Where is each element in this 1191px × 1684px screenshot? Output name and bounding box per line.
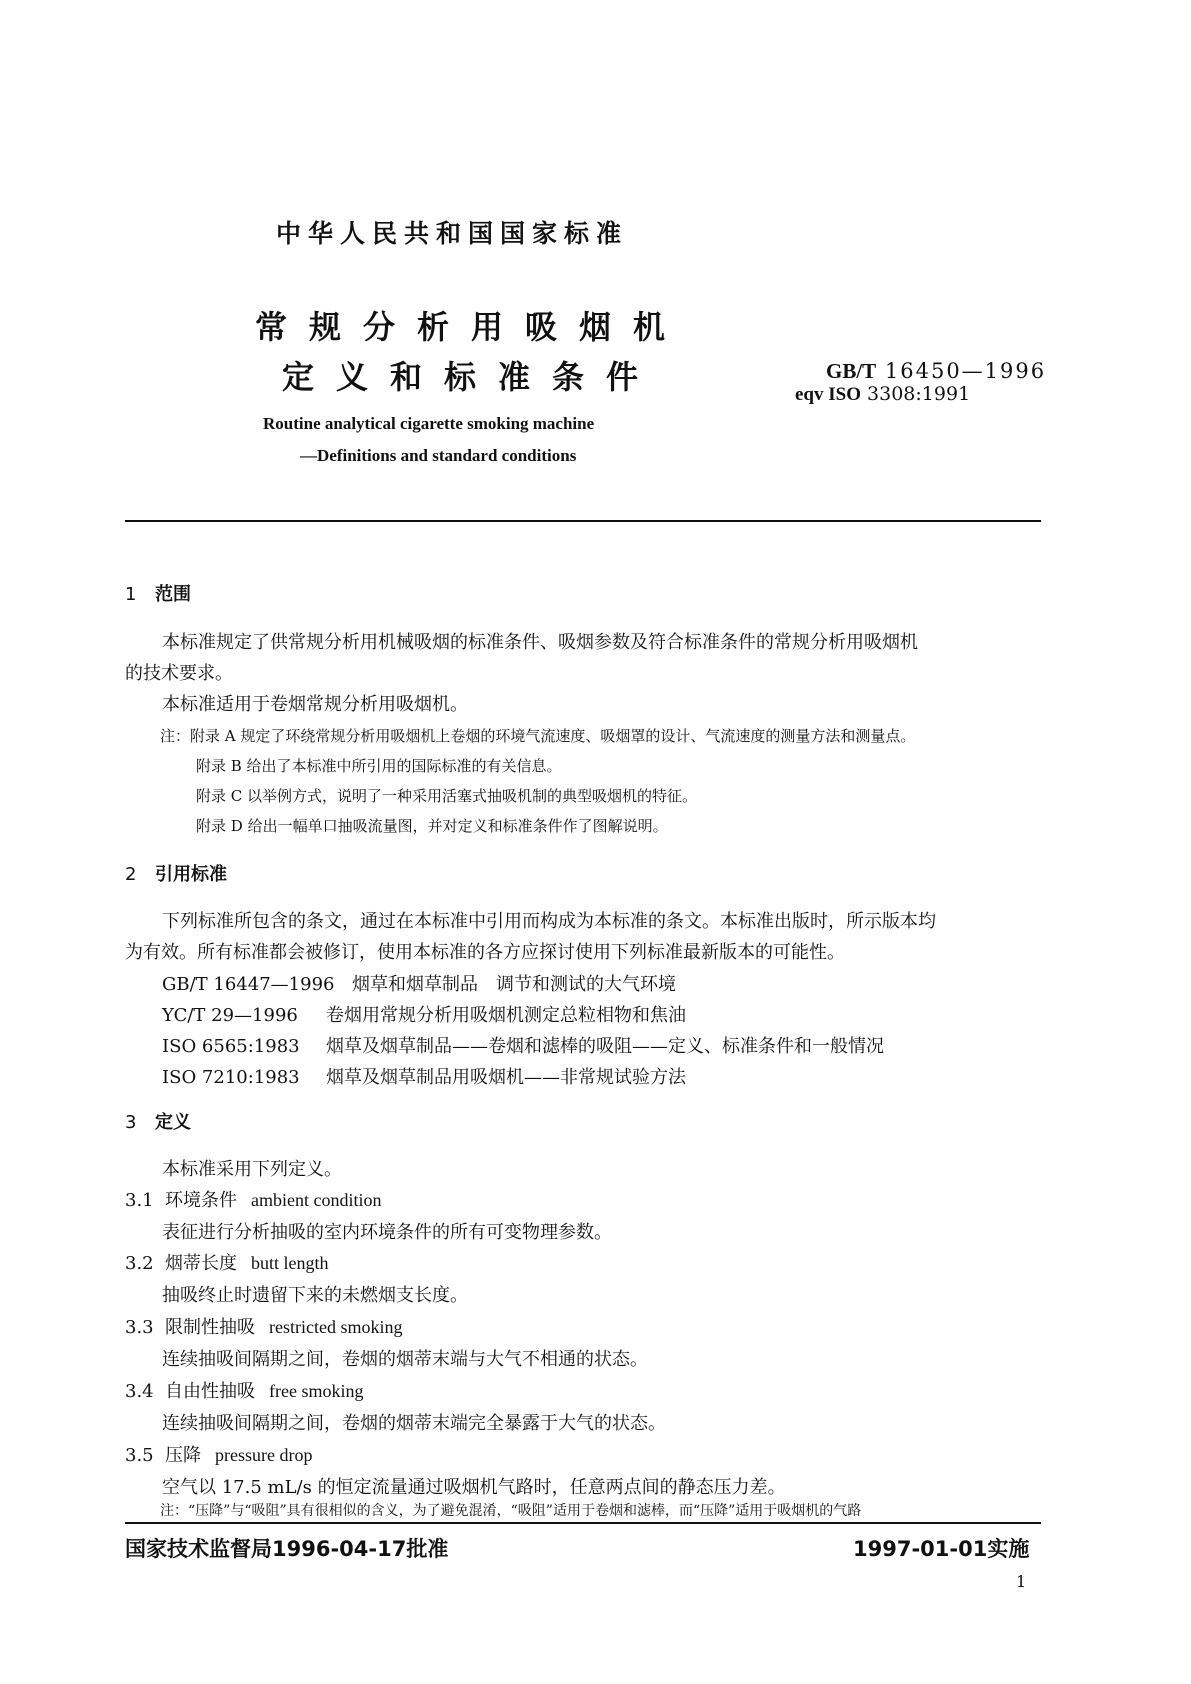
definition-term: 自由性抽吸 <box>165 1381 255 1402</box>
definition-term: 压降 <box>165 1445 201 1466</box>
reference-item <box>162 1032 884 1058</box>
reference-code: ISO 7210:1983 <box>162 1067 300 1088</box>
definition-term: 限制性抽吸 <box>165 1317 255 1338</box>
definition-term-english: pressure drop <box>215 1445 313 1465</box>
approval-date: 国家技术监督局1996-04-17批准 <box>125 1537 449 1561</box>
definition-heading <box>125 1249 329 1275</box>
standard-prefix: GB/T <box>826 359 877 383</box>
reference-item <box>162 1063 686 1089</box>
definition-text: 空气以 17.5 mL/s 的恒定流量通过吸烟机气路时，任意两点间的静态压力差。 <box>162 1477 786 1498</box>
reference-title: 烟草及烟草制品——卷烟和滤棒的吸阻——定义、标准条件和一般情况 <box>326 1036 884 1057</box>
reference-item <box>162 970 676 996</box>
definition-text: 连续抽吸间隔期之间，卷烟的烟蒂末端与大气不相通的状态。 <box>162 1349 648 1370</box>
section-number: 1 <box>125 584 137 605</box>
effective-date: 1997-01-01实施 <box>853 1537 1030 1561</box>
section-heading-references <box>125 860 227 886</box>
section-heading-scope <box>125 580 191 606</box>
definition-number: 3.1 <box>125 1190 154 1211</box>
page-number: 1 <box>1016 1572 1027 1591</box>
standard-title-line2: 定义和标准条件 <box>282 358 661 396</box>
paragraph: 的技术要求。 <box>125 663 233 684</box>
definition-term: 环境条件 <box>165 1190 237 1211</box>
definition-number: 3.4 <box>125 1381 154 1402</box>
definition-term-english: ambient condition <box>251 1190 382 1210</box>
note: 附录 B 给出了本标准中所引用的国际标准的有关信息。 <box>196 757 562 775</box>
equivalent-standard <box>795 383 970 406</box>
section-number: 3 <box>125 1112 137 1133</box>
definition-text: 表征进行分析抽吸的室内环境条件的所有可变物理参数。 <box>162 1222 612 1243</box>
definition-heading <box>125 1313 402 1339</box>
definition-term-english: butt length <box>251 1253 329 1273</box>
definition-term-english: free smoking <box>269 1381 364 1401</box>
paragraph: 本标准规定了供常规分析用机械吸烟的标准条件、吸烟参数及符合标准条件的常规分析用吸烟机 <box>162 632 918 653</box>
note: 注：“压降”与“吸阻”具有很相似的含义，为了避免混淆，“吸阻”适用于卷烟和滤棒，而“压降”适用于吸烟机的气路 <box>160 1503 862 1519</box>
header-divider <box>125 520 1041 522</box>
section-heading-definitions <box>125 1108 191 1134</box>
section-title: 定义 <box>155 1112 191 1133</box>
note: 注：附录 A 规定了环绕常规分析用吸烟机上卷烟的环境气流速度、吸烟罩的设计、气流速度的测量方法和测量点。 <box>160 727 916 745</box>
reference-code: YC/T 29—1996 <box>162 1005 298 1026</box>
definition-number: 3.3 <box>125 1317 154 1338</box>
section-title: 范围 <box>155 584 191 605</box>
english-title-line2: —Definitions and standard conditions <box>300 446 577 465</box>
paragraph: 本标准适用于卷烟常规分析用吸烟机。 <box>162 694 468 715</box>
definition-heading <box>125 1377 363 1403</box>
paragraph: 本标准采用下列定义。 <box>162 1159 342 1180</box>
english-title-line1: Routine analytical cigarette smoking machine <box>263 414 595 433</box>
definition-text: 抽吸终止时遗留下来的未燃烟支长度。 <box>162 1285 468 1306</box>
definition-term-english: restricted smoking <box>269 1317 403 1337</box>
paragraph: 为有效。所有标准都会被修订，使用本标准的各方应探讨使用下列标准最新版本的可能性。 <box>125 942 845 963</box>
reference-code: GB/T 16447—1996 <box>162 974 335 995</box>
standard-code: 16450—1996 <box>884 359 1047 383</box>
standard-title-line1: 常规分析用吸烟机 <box>255 308 688 346</box>
eqv-code: 3308:1991 <box>867 383 971 405</box>
definition-term: 烟蒂长度 <box>165 1253 237 1274</box>
footer-divider <box>125 1522 1041 1524</box>
issuing-authority: 中华人民共和国国家标准 <box>276 219 629 248</box>
reference-item <box>162 1001 686 1027</box>
reference-title: 烟草和烟草制品 调节和测试的大气环境 <box>352 974 676 995</box>
eqv-prefix: eqv ISO <box>795 384 861 405</box>
reference-title: 烟草及烟草制品用吸烟机——非常规试验方法 <box>326 1067 686 1088</box>
reference-code: ISO 6565:1983 <box>162 1036 300 1057</box>
standard-number <box>826 359 1046 384</box>
note: 附录 D 给出一幅单口抽吸流量图，并对定义和标准条件作了图解说明。 <box>196 817 668 835</box>
reference-title: 卷烟用常规分析用吸烟机测定总粒相物和焦油 <box>326 1005 686 1026</box>
paragraph: 下列标准所包含的条文，通过在本标准中引用而构成为本标准的条文。本标准出版时，所示版本均 <box>162 911 936 932</box>
section-title: 引用标准 <box>155 864 227 885</box>
section-number: 2 <box>125 864 137 885</box>
note: 附录 C 以举例方式，说明了一种采用活塞式抽吸机制的典型吸烟机的特征。 <box>196 787 698 805</box>
definition-number: 3.2 <box>125 1253 154 1274</box>
definition-text: 连续抽吸间隔期之间，卷烟的烟蒂末端完全暴露于大气的状态。 <box>162 1413 666 1434</box>
definition-number: 3.5 <box>125 1445 154 1466</box>
definition-heading <box>125 1186 381 1212</box>
definition-heading <box>125 1441 312 1467</box>
